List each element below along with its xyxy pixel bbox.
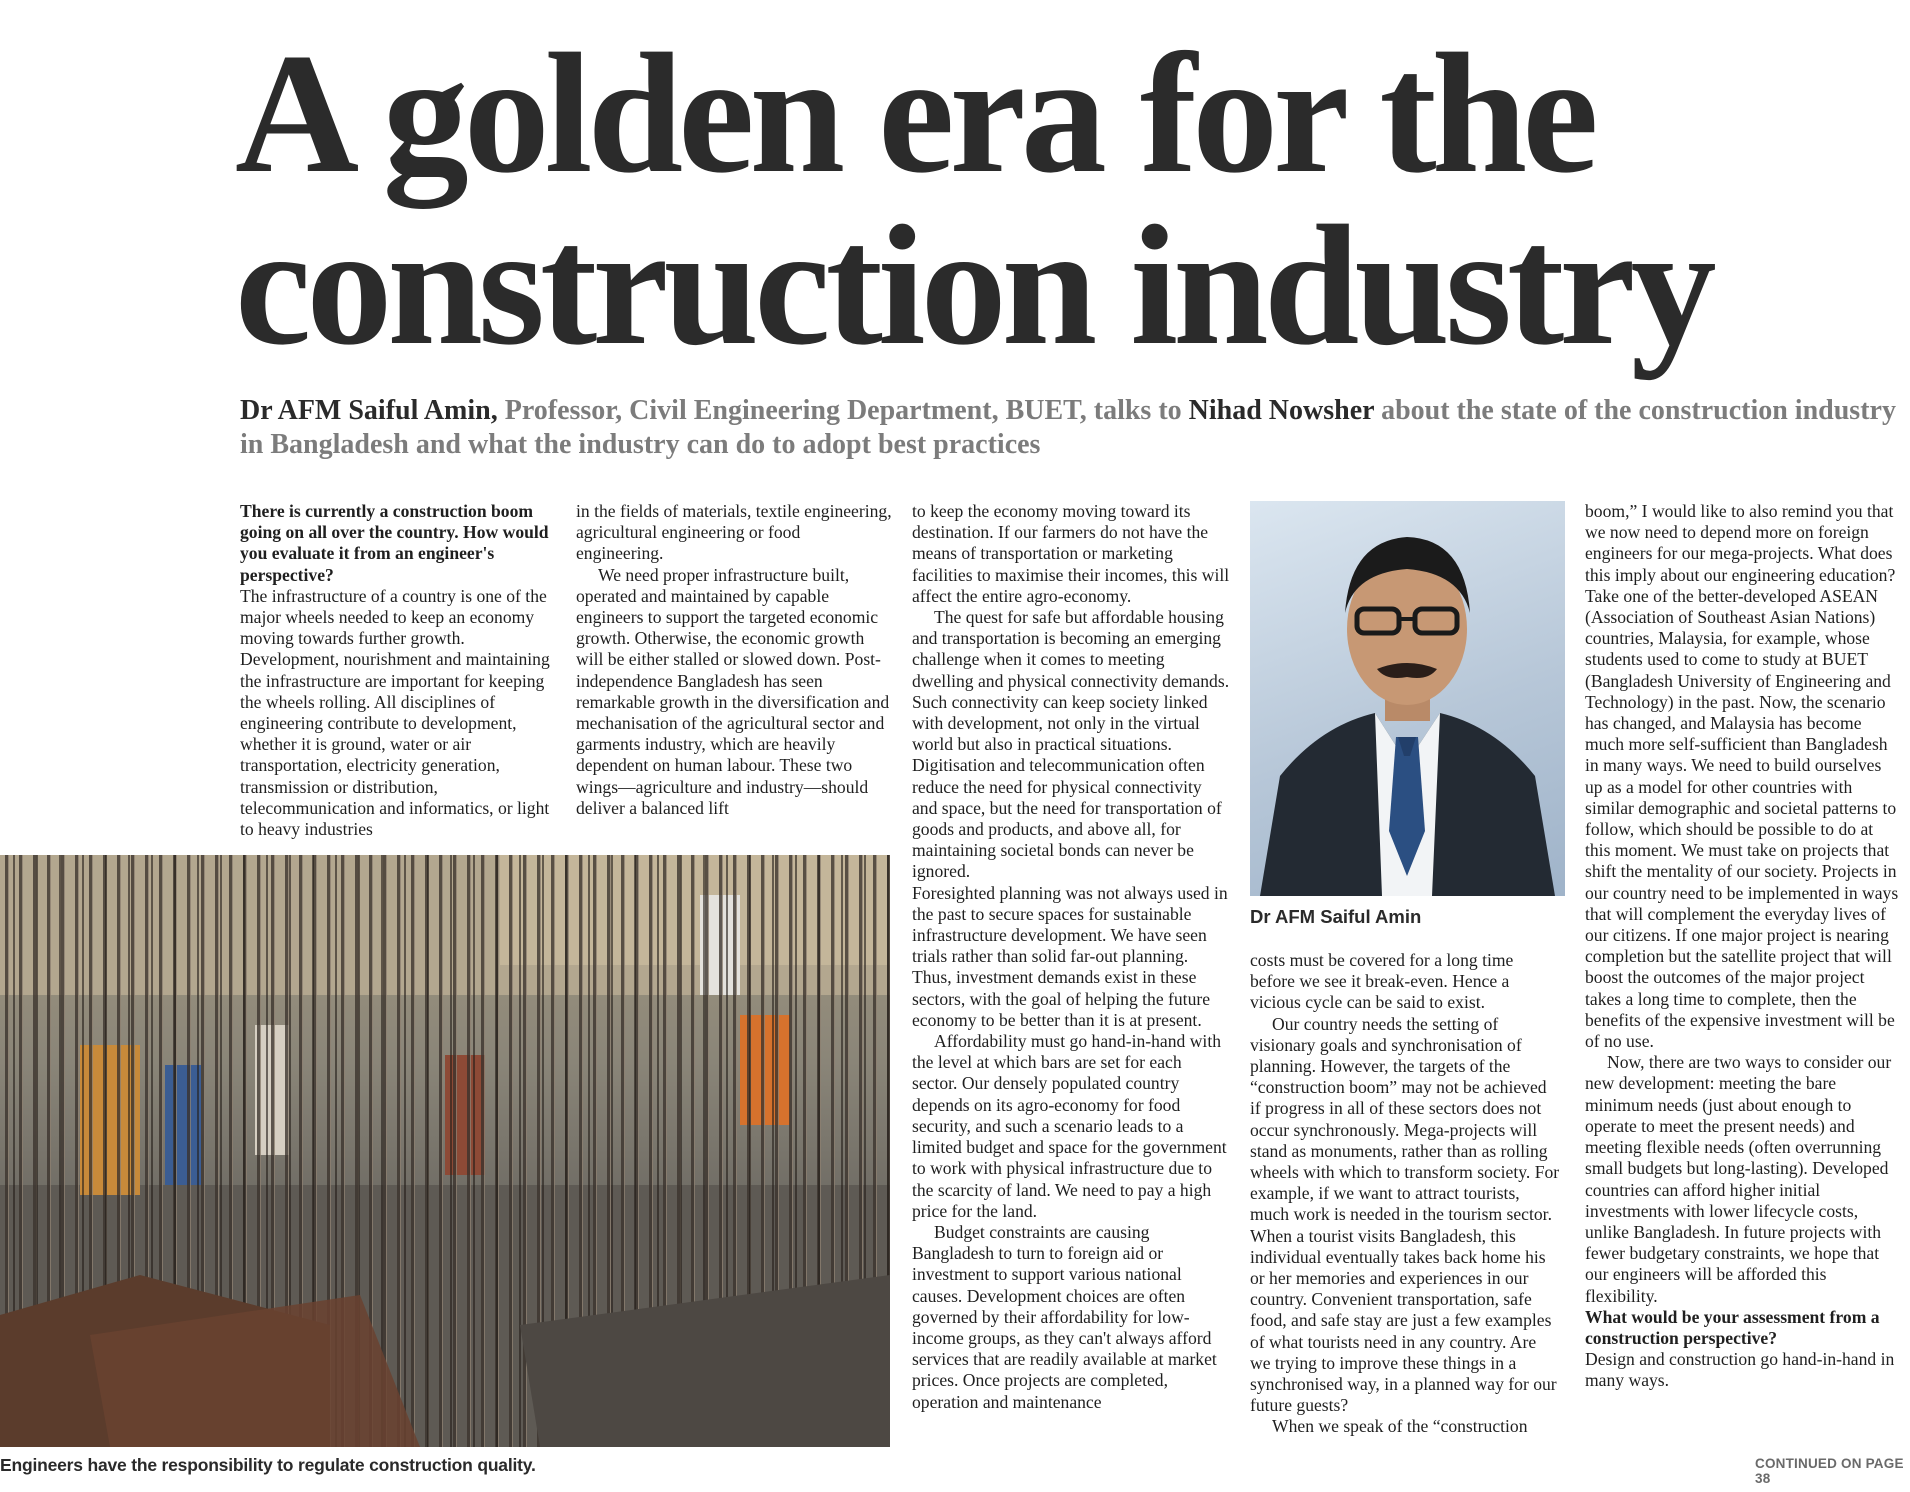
column-3-paragraph-2: The quest for safe but affordable housing and transportation is becoming an emerging challenge when it comes to meeting dwelling and physical connectivity demands. Such connectivity can keep society linked with development, not only in the virtual world but also in practical situations. Digitisation and telecommunication often reduce the need for physical connectivity and space, but the need for transportation of goods and products, and above all, for maintaining societal bonds can never be ignored. — [912, 607, 1230, 882]
continued-on-page: CONTINUED ON PAGE 38 — [1755, 1456, 1904, 1486]
column-5-paragraph-1: boom,” I would like to also remind you that we now need to depend more on foreign engineers for our mega-projects. What does this imply about our engineering education? Take one of the better-developed ASEAN (Association of Southeast Asian Nations) countries, Malaysia, for example, whose students used to come to study at BUET (Bangladesh University of Engineering and Technology) in the past. Now, the scenario has changed, and Malaysia has become much more self-sufficient than Bangladesh in many ways. We need to build ourselves up as a model for other countries with similar demographic and societal patterns to follow, which should be possible to do at this moment. We must take on projects that shift the mentality of our society. Projects in our country need to be implemented in ways that will complement the everyday lives of our citizens. If one major project is nearing completion but the satellite project that will boost the outcomes of the major project takes a long time to complete, then the benefits of the expensive investment will be of no use. — [1585, 501, 1899, 1052]
column-3-paragraph-1: to keep the economy moving toward its destination. If our farmers do not have the means of transportation or marketing facilities to maximise their incomes, this will affect the entire agro-economy. — [912, 501, 1230, 606]
column-4 — [1250, 950, 1560, 1438]
portrait-illustration — [1250, 501, 1565, 896]
headline — [235, 19, 1712, 381]
column-3-paragraph-4: Affordability must go hand-in-hand with the level at which bars are set for each sector. Our densely populated country depends on its agro-economy for food security, and such a scenario leads to a limited budget and space for the government to work with physical infrastructure due to the scarcity of land. We need to pay a high price for the land. — [912, 1031, 1227, 1221]
deck-interviewee: Dr AFM Saiful Amin, — [240, 395, 498, 426]
column-2 — [576, 501, 892, 819]
deck-text-1: Professor, Civil Engineering Department, BUET, talks to — [497, 395, 1189, 426]
column-3-paragraph-5: Budget constraints are causing Bangladesh to turn to foreign aid or investment to support various national causes. Development choices are often governed by their affordability for low-income groups, as they can't always afford services that are readily available at market prices. Once projects are completed, operation and maintenance — [912, 1221, 1217, 1412]
column-3-paragraph-3: Foresighted planning was not always used in the past to secure spaces for sustainable infrastructure development. We have seen trials rather than solid far-out planning. Thus, investment demands exist in these sectors, with the goal of helping the future economy to be better than it is at present. — [912, 882, 1228, 1030]
headline-line-1: A golden era for the — [235, 19, 1594, 209]
column-1 — [240, 501, 556, 840]
column-2-paragraph-2: We need proper infrastructure built, operated and maintained by capable engineers to support the targeted economic growth. Otherwise, the economic growth will be either stalled or slowed down. Post-independence Bangladesh has seen remarkable growth in the diversification and mechanisation of the agricultural sector and garments industry, which are heavily dependent on human labour. These two wings—agriculture and industry—should deliver a balanced lift — [576, 564, 890, 818]
column-5-paragraph-2: Now, there are two ways to consider our new development: meeting the bare minimum needs (just about enough to operate to meet the present needs) and meeting flexible needs (often overrunning small budgets but long-lasting). Developed countries can afford higher initial investments with lower lifecycle costs, unlike Bangladesh. In future projects with fewer budgetary constraints, we hope that our engineers will be afforded this flexibility. — [1585, 1052, 1892, 1306]
column-4-paragraph-3: When we speak of the “construction — [1272, 1416, 1528, 1437]
deck-interviewer: Nihad Nowsher — [1188, 395, 1375, 426]
interview-question-1: There is currently a construction boom going on all over the country. How would you evaluate it from an engineer's perspective? — [240, 501, 549, 585]
portrait-caption: Dr AFM Saiful Amin — [1250, 906, 1422, 927]
column-3 — [912, 501, 1230, 1413]
column-1-paragraph-1: The infrastructure of a country is one of the major wheels needed to keep an economy moving towards further growth. Development, nourishment and maintaining the infrastructure are important for keeping the wheels rolling. All disciplines of engineering contribute to development, whether it is ground, water or air transportation, electricity generation, transmission or distribution, telecommunication and informatics, or light to heavy industries — [240, 585, 550, 840]
article-deck — [240, 394, 1905, 462]
interview-question-2: What would be your assessment from a construction perspective? — [1585, 1306, 1880, 1348]
column-5 — [1585, 501, 1901, 1392]
portrait-photo — [1250, 501, 1565, 896]
deck-text-2: about the state of the construction industry in Bangladesh and what the industry can do to adopt best practices — [240, 395, 1896, 460]
headline-line-2: construction industry — [235, 191, 1712, 381]
construction-site-illustration — [0, 855, 890, 1447]
column-5-paragraph-3: Design and construction go hand-in-hand in many ways. — [1585, 1349, 1895, 1391]
column-2-paragraph-1: in the fields of materials, textile engineering, agricultural engineering or food engineering. — [576, 501, 892, 564]
construction-photo-caption: Engineers have the responsibility to regulate construction quality. — [0, 1455, 536, 1475]
column-4-paragraph-1: costs must be covered for a long time before we see it break-even. Hence a vicious cycle can be said to exist. — [1250, 950, 1514, 1013]
construction-site-photo — [0, 855, 890, 1447]
column-4-paragraph-2: Our country needs the setting of visionary goals and synchronisation of planning. However, the targets of the “construction boom” may not be achieved if progress in all of these sectors does not occur synchronously. Mega-projects will stand as monuments, rather than as rolling wheels with which to transform society. For example, if we want to attract tourists, much work is needed in the tourism sector. When a tourist visits Bangladesh, this individual eventually takes back home his or her memories and experiences in our country. Convenient transportation, safe food, and safe stay are just a few examples of what tourists need in any country. Are we trying to improve these things in a synchronised way, in a planned way for our future guests? — [1250, 1013, 1560, 1416]
